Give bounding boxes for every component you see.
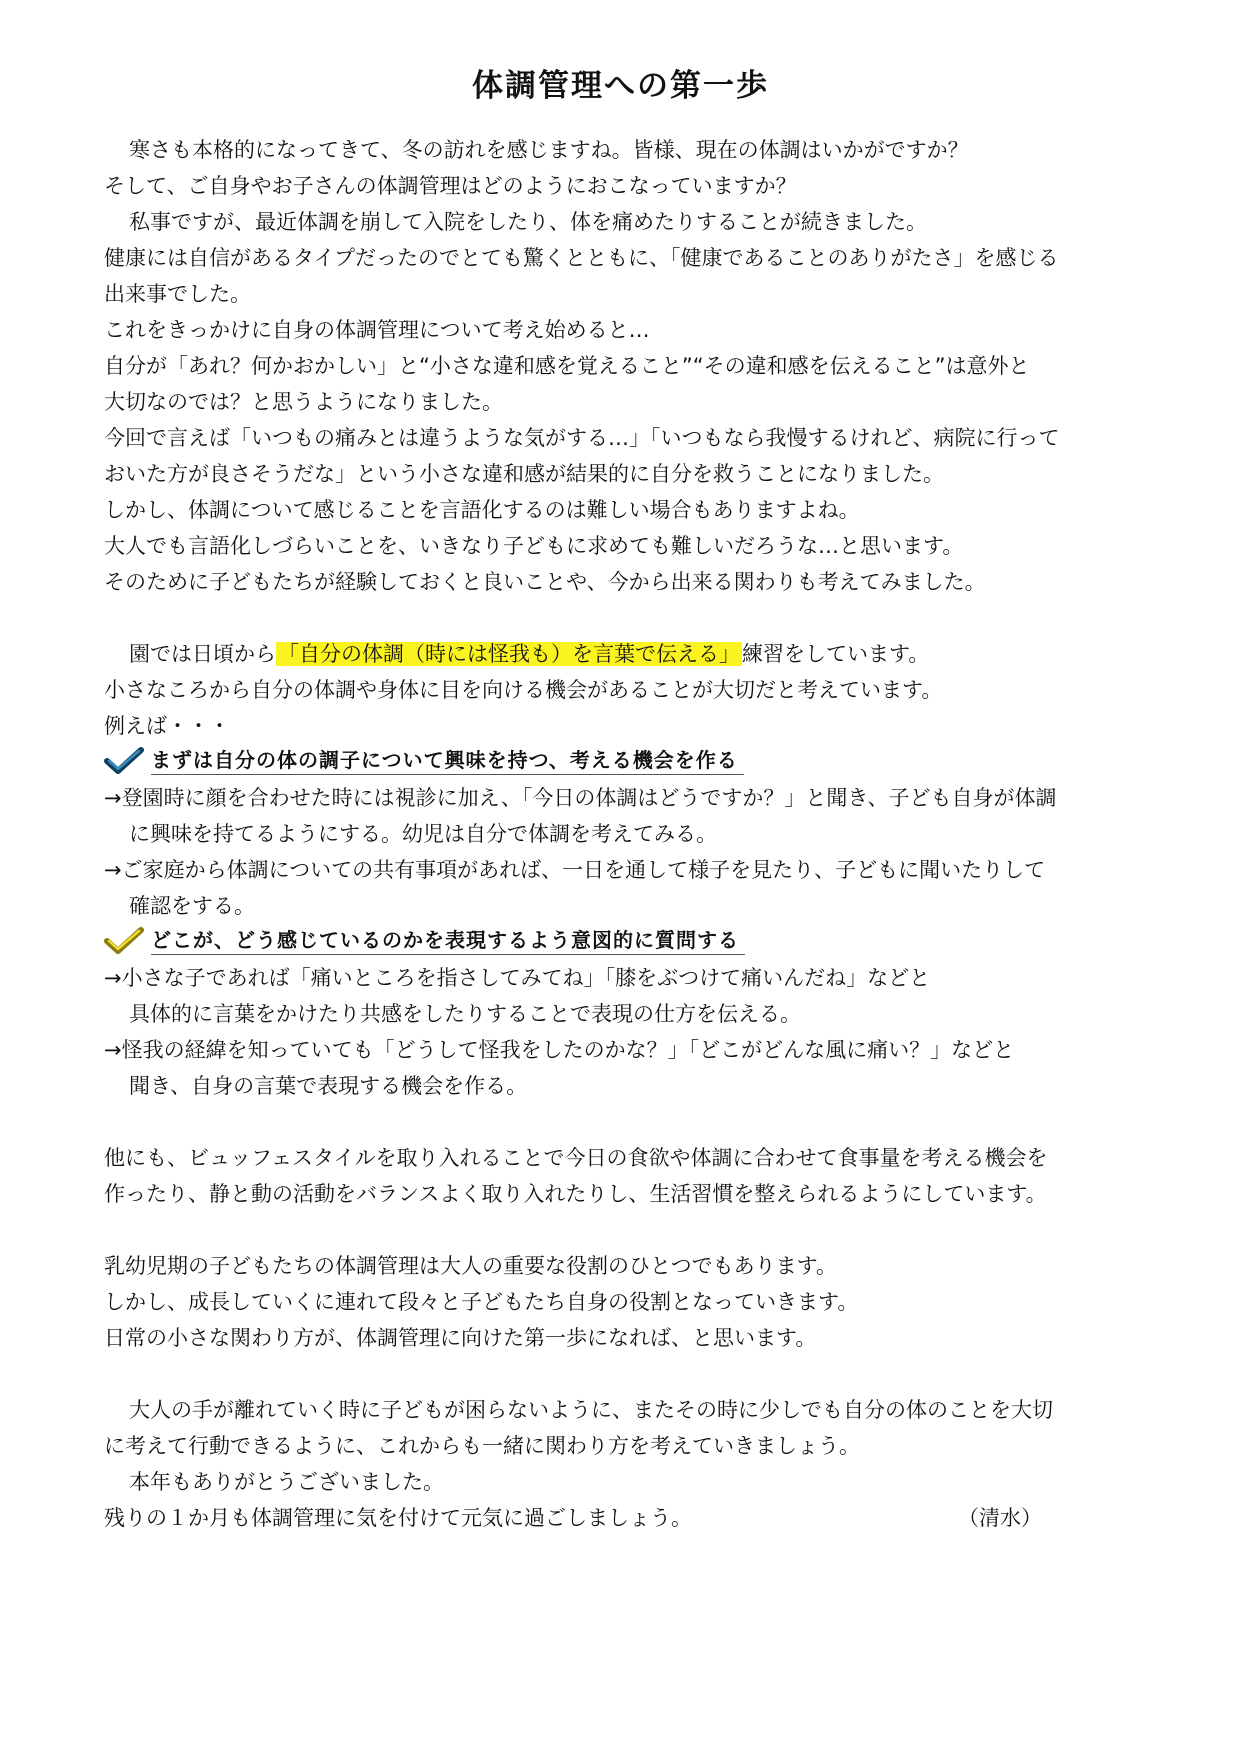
practice-before: 園では日頃から — [129, 642, 276, 666]
intro-line: おいた方が良さそうだな」という小さな違和感が結果的に自分を救うことになりました。 — [104, 462, 944, 486]
closing-line: 残りの１か月も体調管理に気を付けて元気に過ごしましょう。 — [104, 1506, 692, 1530]
section-heading-label: どこが、どう感じているのかを表現するよう意図的に質問する — [151, 926, 745, 955]
page-title: 体調管理への第一歩 — [472, 68, 769, 104]
practice-line: 小さなころから自分の体調や身体に目を向ける機会があることが大切だと考えています。 — [104, 678, 943, 702]
closing-line: に考えて行動できるように、これからも一緒に関わり方を考えていきましょう。 — [104, 1434, 860, 1458]
section-line: 聞き、自身の言葉で表現する機会を作る。 — [129, 1074, 528, 1098]
intro-line: 大人でも言語化しづらいことを、いきなり子どもに求めても難しいだろうな…と思います。 — [104, 534, 964, 558]
intro-line: 寒さも本格的になってきて、冬の訪れを感じますね。皆様、現在の体調はいかがですか？ — [129, 138, 969, 162]
practice-line — [129, 640, 929, 668]
other-line: 作ったり、静と動の活動をバランスよく取り入れたりし、生活習慣を整えられるようにしています。 — [104, 1182, 1047, 1206]
practice-line: 例えば・・・ — [104, 714, 230, 738]
intro-line: 今回で言えば「いつもの痛みとは違うような気がする…」「いつもなら我慢するけれど、病院に行って — [104, 426, 1060, 450]
role-line: しかし、成長していくに連れて段々と子どもたち自身の役割となっていきます。 — [104, 1290, 859, 1314]
intro-line: 健康には自信があるタイプだったのでとても驚くとともに、「健康であることのありがたさ」を感じる — [104, 246, 1059, 270]
practice-after: 練習をしています。 — [742, 642, 930, 666]
role-line: 日常の小さな関わり方が、体調管理に向けた第一歩になれば、と思います。 — [104, 1326, 817, 1350]
section-line: →小さな子であれば「痛いところを指さしてみてね」「膝をぶつけて痛いんだね」などと — [104, 966, 931, 990]
section-line: →ご家庭から体調についての共有事項があれば、一日を通して様子を見たり、子どもに聞いたりして — [104, 858, 1046, 882]
section-line: 具体的に言葉をかけたり共感をしたりすることで表現の仕方を伝える。 — [129, 1002, 801, 1026]
intro-line: 自分が「あれ？何かおかしい」と“小さな違和感を覚えること”“その違和感を伝えること”は意外と — [104, 354, 1030, 378]
intro-line: 私事ですが、最近体調を崩して入院をしたり、体を痛めたりすることが続きました。 — [129, 210, 927, 234]
intro-line: そして、ご自身やお子さんの体調管理はどのようにおこなっていますか？ — [104, 174, 797, 198]
intro-line: これをきっかけに自身の体調管理について考え始めると… — [104, 318, 650, 342]
intro-line: しかし、体調について感じることを言語化するのは難しい場合もありますよね。 — [104, 498, 860, 522]
author-signature: （清水） — [958, 1506, 1042, 1530]
highlighted-phrase: 「自分の体調（時には怪我も）を言葉で伝える」 — [278, 642, 740, 666]
check-icon — [104, 926, 144, 956]
intro-line: 大切なのでは？と思うようになりました。 — [104, 390, 503, 414]
section-line: →登園時に顔を合わせた時には視診に加え、「今日の体調はどうですか？」と聞き、子ども自身が体調 — [104, 786, 1057, 810]
section-line: に興味を持てるようにする。幼児は自分で体調を考えてみる。 — [129, 822, 717, 846]
section-heading-label: まずは自分の体の調子について興味を持つ、考える機会を作る — [151, 746, 744, 775]
section-line: →怪我の経緯を知っていても「どうして怪我をしたのかな？」「どこがどんな風に痛い？」などと — [104, 1038, 1015, 1062]
closing-line: 大人の手が離れていく時に子どもが困らないように、またその時に少しでも自分の体のことを大切 — [129, 1398, 1053, 1422]
closing-line: 本年もありがとうございました。 — [129, 1470, 444, 1494]
role-line: 乳幼児期の子どもたちの体調管理は大人の重要な役割のひとつでもあります。 — [104, 1254, 837, 1278]
intro-line: 出来事でした。 — [104, 282, 251, 306]
intro-line: そのために子どもたちが経験しておくと良いことや、今から出来る関わりも考えてみました。 — [104, 570, 986, 594]
other-line: 他にも、ビュッフェスタイルを取り入れることで今日の食欲や体調に合わせて食事量を考える機会を — [104, 1146, 1048, 1170]
check-icon — [104, 746, 144, 776]
section-line: 確認をする。 — [129, 894, 255, 918]
